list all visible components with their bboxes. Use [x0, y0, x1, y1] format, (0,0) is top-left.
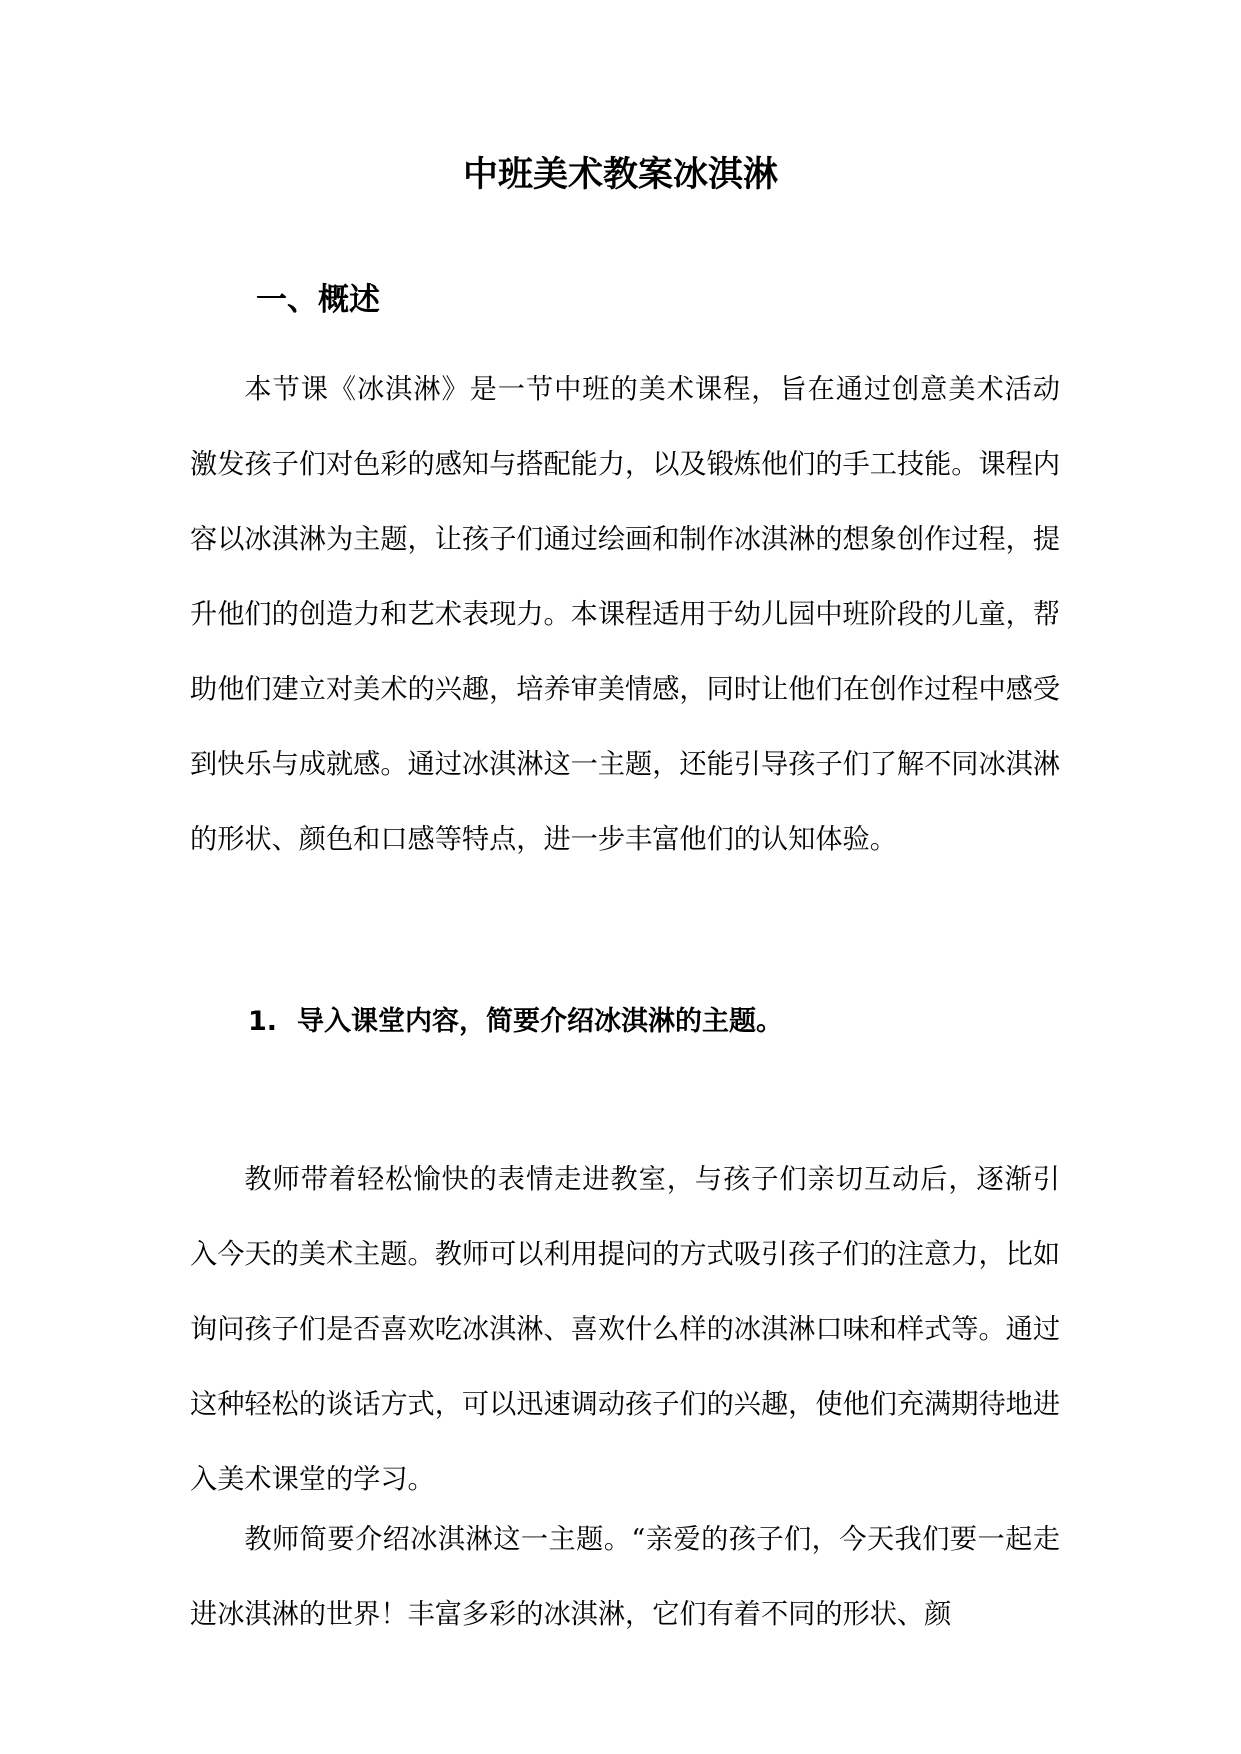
overview-paragraph: 本节课《冰淇淋》是一节中班的美术课程，旨在通过创意美术活动激发孩子们对色彩的感知与搭配能力，以及锻炼他们的手工技能。课程内容以冰淇淋为主题，让孩子们通过绘画和制作冰淇淋的想象创作过程，提升他们的创造力和艺术表现力。本课程适用于幼儿园中班阶段的儿童，帮助他们建立对美术的兴趣，培养审美情感，同时让他们在创作过程中感受到快乐与成就感。通过冰淇淋这一主题，还能引导孩子们了解不同冰淇淋的形状、颜色和口感等特点，进一步丰富他们的认知体验。	[190, 374, 1061, 855]
subsection-heading	[248, 1002, 783, 1042]
intro-paragraph-1: 教师带着轻松愉快的表情走进教室，与孩子们亲切互动后，逐渐引入今天的美术主题。教师可以利用提问的方式吸引孩子们的注意力，比如询问孩子们是否喜欢吃冰淇淋、喜欢什么样的冰淇淋口味和样式等。通过这种轻松的谈话方式，可以迅速调动孩子们的兴趣，使他们充满期待地进入美术课堂的学习。	[190, 1164, 1061, 1495]
document-title: 中班美术教案冰淇淋	[462, 155, 778, 195]
subsection-number: 1.	[248, 1006, 278, 1037]
subsection-heading-text: 导入课堂内容，简要介绍冰淇淋的主题。	[297, 1006, 784, 1037]
section-heading-overview: 一、概述	[256, 282, 380, 318]
intro-paragraph-2: 教师简要介绍冰淇淋这一主题。“亲爱的孩子们，今天我们要一起走进冰淇淋的世界！丰富多彩的冰淇淋，它们有着不同的形状、颜	[190, 1524, 1060, 1630]
